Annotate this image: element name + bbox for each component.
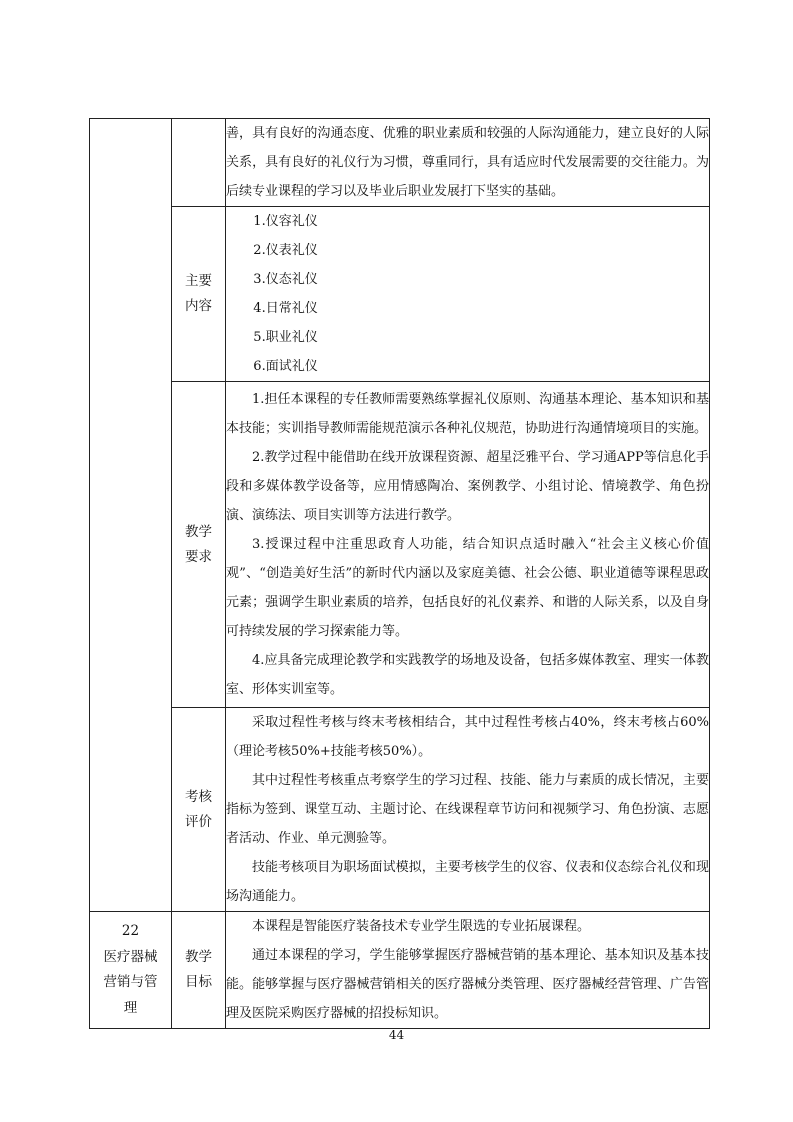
objective-cell [226,912,710,1029]
objective-continuation-text: 善，具有良好的沟通态度、优雅的职业素质和较强的人际沟通能力，建立良好的人际关系，具有良好的礼仪行为习惯，尊重同行，具有适应时代发展需要的交往能力。为后续专业课程的学习以及毕业后职业发展打下坚实的基础。 [226,126,709,199]
list-item: 6.面试礼仪 [253,359,318,374]
table-row [90,207,710,382]
course-name-line: 理 [123,999,138,1016]
course-table [89,118,710,1029]
course-number: 22 [121,923,140,939]
label-cell-empty [172,119,226,207]
paragraph: 其中过程性考核重点考察学生的学习过程、技能、能力与素质的成长情况，主要指标为签到、课堂互动、主题讨论、在线课程章节访问和视频学习、角色扮演、志愿者活动、作业、单元测验等。 [226,773,709,846]
objective-label-cell [172,912,226,1029]
table-row [90,119,710,207]
course-name-line: 医疗器械 [103,948,158,965]
paragraph: 采取过程性考核与终末考核相结合，其中过程性考核占40%，终末考核占60%（理论考核50%+技能考核50%）。 [226,715,709,759]
list-item: 4.日常礼仪 [253,301,318,316]
content-list-cell [226,207,710,382]
content-label-cell [172,207,226,382]
assessment-cell [226,708,710,912]
paragraph: 技能考核项目为职场面试模拟，主要考核学生的仪容、仪表和仪态综合礼仪和现场沟通能力。 [226,860,709,904]
list-item: 2.仪表礼仪 [253,243,318,258]
content-label-line: 内容 [185,298,212,314]
teaching-label-line: 教学 [185,523,212,540]
paragraph: 2.教学过程中能借助在线开放课程资源、超星泛雅平台、学习通APP等信息化手段和多媒体教学设备等，应用情感陶冶、案例教学、小组讨论、情境教学、角色扮演、演练法、项目实训等方法进行教学。 [226,450,709,523]
table-row [90,708,710,912]
course-cell-empty [90,119,172,912]
objective-continuation-cell [226,119,710,207]
teaching-label-line: 要求 [185,548,212,565]
list-item: 1.仪容礼仪 [253,214,318,229]
paragraph: 4.应具备完成理论教学和实践教学的场地及设备，包括多媒体教室、理实一体教室、形体实训室等。 [226,653,709,697]
course-name-line: 营销与管 [103,974,158,990]
content-label-line: 主要 [185,273,212,289]
assessment-label-line: 考核 [185,788,212,805]
paragraph: 本课程是智能医疗装备技术专业学生限选的专业拓展课程。 [252,919,591,934]
paragraph: 3.授课过程中注重思政育人功能，结合知识点适时融入“社会主义核心价值观”、“创造美好生活”的新时代内涵以及家庭美德、社会公德、职业道德等课程思政元素；强调学生职业素质的培养，包括良好的礼仪素养、和谐的人际关系，以及自身可持续发展的学习探索能力等。 [226,537,709,639]
paragraph: 1.担任本课程的专任教师需要熟练掌握礼仪原则、沟通基本理论、基本知识和基本技能；实训指导教师需能规范演示各种礼仪规范，协助进行沟通情境项目的实施。 [226,392,709,436]
table-row [90,912,710,1029]
assessment-label-cell [172,708,226,912]
teaching-requirements-cell [226,382,710,708]
objective-label-line: 目标 [185,974,212,990]
teaching-label-cell [172,382,226,708]
objective-label-line: 教学 [185,949,212,965]
page-number: 44 [388,1028,405,1042]
list-item: 3.仪态礼仪 [253,272,318,287]
list-item: 5.职业礼仪 [253,330,318,345]
paragraph: 通过本课程的学习，学生能够掌握医疗器械营销的基本理论、基本知识及基本技能。能够掌握与医疗器械营销相关的医疗器械分类管理、医疗器械经营管理、广告管理及医院采购医疗器械的招投标知识。 [226,948,709,1021]
assessment-label-line: 评价 [185,813,212,830]
table-row [90,382,710,708]
course-name-cell [90,912,172,1029]
